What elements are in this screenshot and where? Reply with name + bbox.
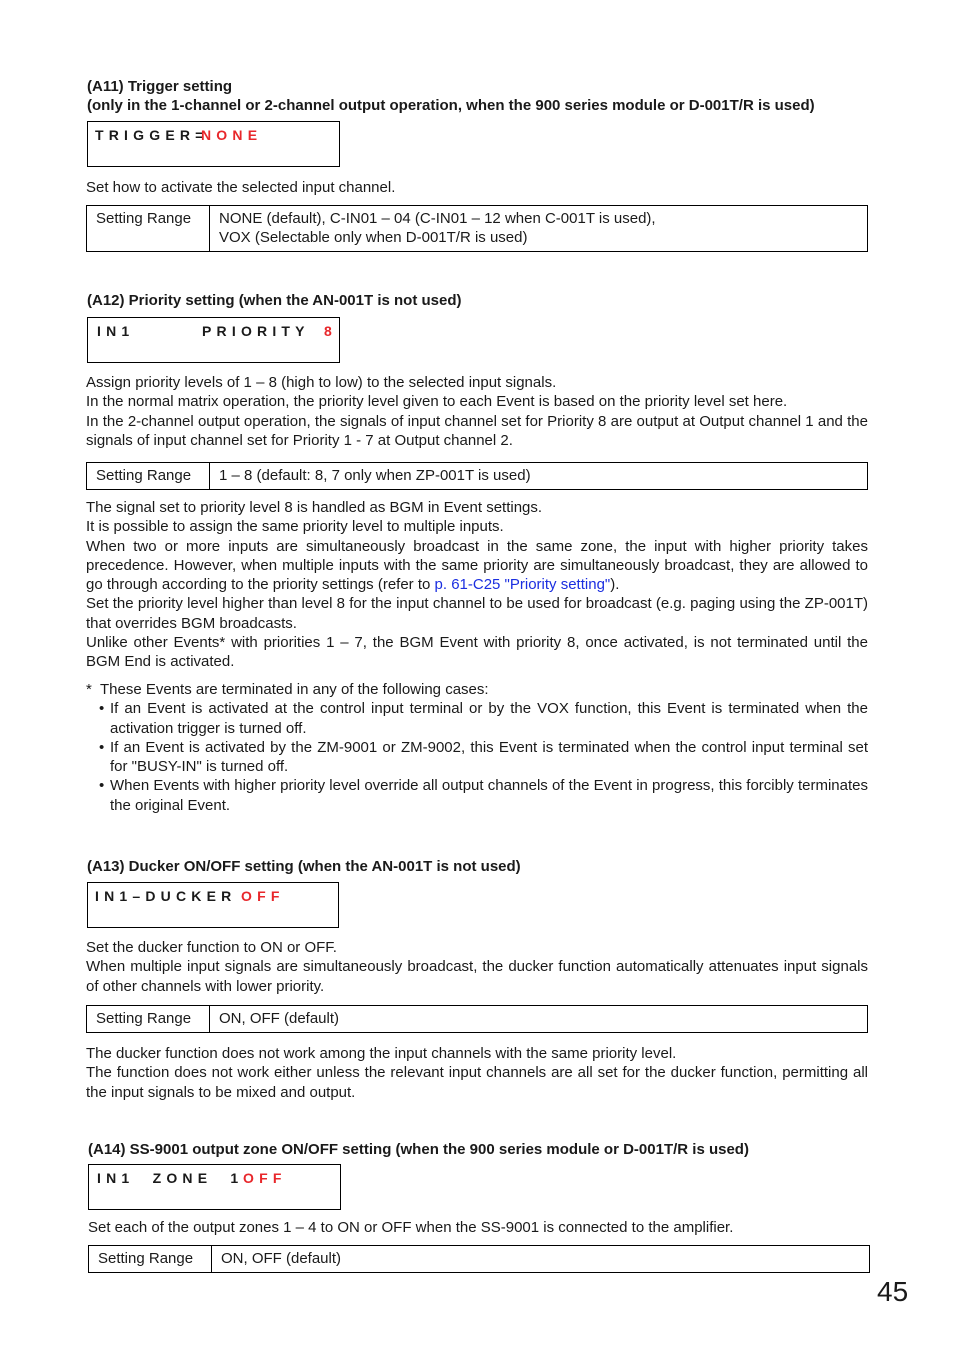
a14-heading: (A14) SS-9001 output zone ON/OFF setting (when the 900 series module or D-001T/R is used) — [88, 1141, 749, 1158]
a14-description: Set each of the output zones 1 – 4 to ON or OFF when the SS-9001 is connected to the amplifier. — [88, 1219, 734, 1236]
a11-setting-range-table — [86, 205, 868, 252]
setting-range-label: Setting Range — [87, 463, 210, 490]
a13-lcd-label: IN1–DUCKER — [95, 888, 237, 904]
page-number: 45 — [877, 1276, 909, 1307]
a14-lcd-label: IN1 ZONE 1 — [97, 1170, 244, 1186]
a11-lcd-label: TRIGGER= — [95, 127, 209, 143]
footnote-intro: * These Events are terminated in any of the following cases: — [86, 681, 489, 698]
a12-desc-3: In the 2-channel output operation, the signals of input channel set for Priority 8 are output at Output channel 1 and the signals of input channel set for Priority 1 - 7 at Output channel 2. — [86, 412, 868, 449]
a12-lcd-display — [87, 317, 340, 363]
a13-lcd-value: OFF — [241, 888, 285, 904]
a13-desc-2: When multiple input signals are simultaneously broadcast, the ducker function automatically attenuates input signals of other channels with lower priority. — [86, 958, 868, 995]
a13-description — [86, 938, 868, 996]
setting-range-value: 1 – 8 (default: 8, 7 only when ZP-001T is used) — [210, 463, 868, 490]
a11-heading: (A11) Trigger setting — [87, 78, 233, 95]
a12-after-2: It is possible to assign the same priority level to multiple inputs. — [86, 518, 504, 536]
a13-after-2: The function does not work either unless the relevant input channels are all set for the ducker function, permitting all the input signals to be mixed and output. — [86, 1064, 868, 1101]
a12-setting-range-table — [86, 462, 868, 490]
a13-lcd-display — [87, 882, 339, 928]
footnote-bullet: • If an Event is activated at the control input terminal or by the VOX function, this Event is terminated when the activation trigger is turned off. — [99, 700, 868, 737]
a13-heading: (A13) Ducker ON/OFF setting (when the AN-001T is not used) — [87, 858, 521, 875]
a12-lcd-label-priority: PRIORITY — [202, 323, 310, 339]
a11-subheading: (only in the 1-channel or 2-channel output operation, when the 900 series module or D-001T/R is used) — [87, 97, 815, 114]
setting-range-value: ON, OFF (default) — [212, 1246, 870, 1273]
setting-range-label: Setting Range — [87, 1006, 210, 1033]
a12-heading: (A12) Priority setting (when the AN-001T is not used) — [87, 292, 462, 309]
a14-setting-range-table — [88, 1245, 870, 1273]
a13-desc-1: Set the ducker function to ON or OFF. — [86, 939, 337, 956]
footnote-asterisk: * — [86, 681, 92, 698]
footnote-bullet: • When Events with higher priority level override all output channels of the Event in progress, this forcibly terminates the original Event. — [99, 777, 868, 814]
a12-footnote — [86, 680, 868, 815]
a12-after-1: The signal set to priority level 8 is handled as BGM in Event settings. — [86, 499, 543, 516]
setting-range-value: ON, OFF (default) — [210, 1006, 868, 1033]
a14-lcd-display — [88, 1164, 341, 1210]
a14-lcd-value: OFF — [243, 1170, 287, 1186]
a13-setting-range-table — [86, 1005, 868, 1033]
a12-explanation — [86, 498, 868, 672]
a11-lcd-value: NONE — [201, 127, 263, 143]
a13-explanation — [86, 1044, 868, 1102]
a11-lcd-display — [87, 121, 340, 167]
a12-description — [86, 373, 868, 450]
setting-range-label: Setting Range — [89, 1246, 212, 1273]
a13-after-1: The ducker function does not work among the input channels with the same priority level. — [86, 1045, 677, 1062]
footnote-bullet: • If an Event is activated by the ZM-9001 or ZM-9002, this Event is terminated when the control input terminal set for "BUSY-IN" is turned off. — [99, 738, 868, 776]
range-line-2: VOX (Selectable only when D-001T/R is used) — [219, 229, 528, 246]
a12-after-3: When two or more inputs are simultaneously broadcast in the same zone, the input with higher priority takes precedence. However, when multiple inputs with the same priority are simultaneously broadcast, they are allowed to go through according to the priority settings (refer to p. 61-C25 "Priority setting"). — [86, 537, 868, 594]
a12-lcd-label-channel: IN1 — [97, 323, 135, 339]
a12-desc-1: Assign priority levels of 1 – 8 (high to low) to the selected input signals. — [86, 374, 557, 391]
priority-setting-link[interactable]: p. 61-C25 "Priority setting" — [434, 576, 611, 594]
setting-range-value — [210, 206, 868, 252]
range-line-1: NONE (default), C-IN01 – 04 (C-IN01 – 12 when C-001T is used), — [219, 210, 656, 227]
a12-desc-2: In the normal matrix operation, the priority level given to each Event is based on the priority level set here. — [86, 393, 788, 411]
a12-lcd-value: 8 — [324, 323, 337, 339]
setting-range-label: Setting Range — [87, 206, 210, 252]
a11-description: Set how to activate the selected input channel. — [86, 179, 396, 196]
a12-after-5: Unlike other Events* with priorities 1 – 7, the BGM Event with priority 8, once activated, is not terminated until the BGM End is activated. — [86, 634, 868, 671]
a12-after-4: Set the priority level higher than level 8 for the input channel to be used for broadcast (e.g. paging using the ZP-001T) that overrides BGM broadcasts. — [86, 595, 868, 632]
